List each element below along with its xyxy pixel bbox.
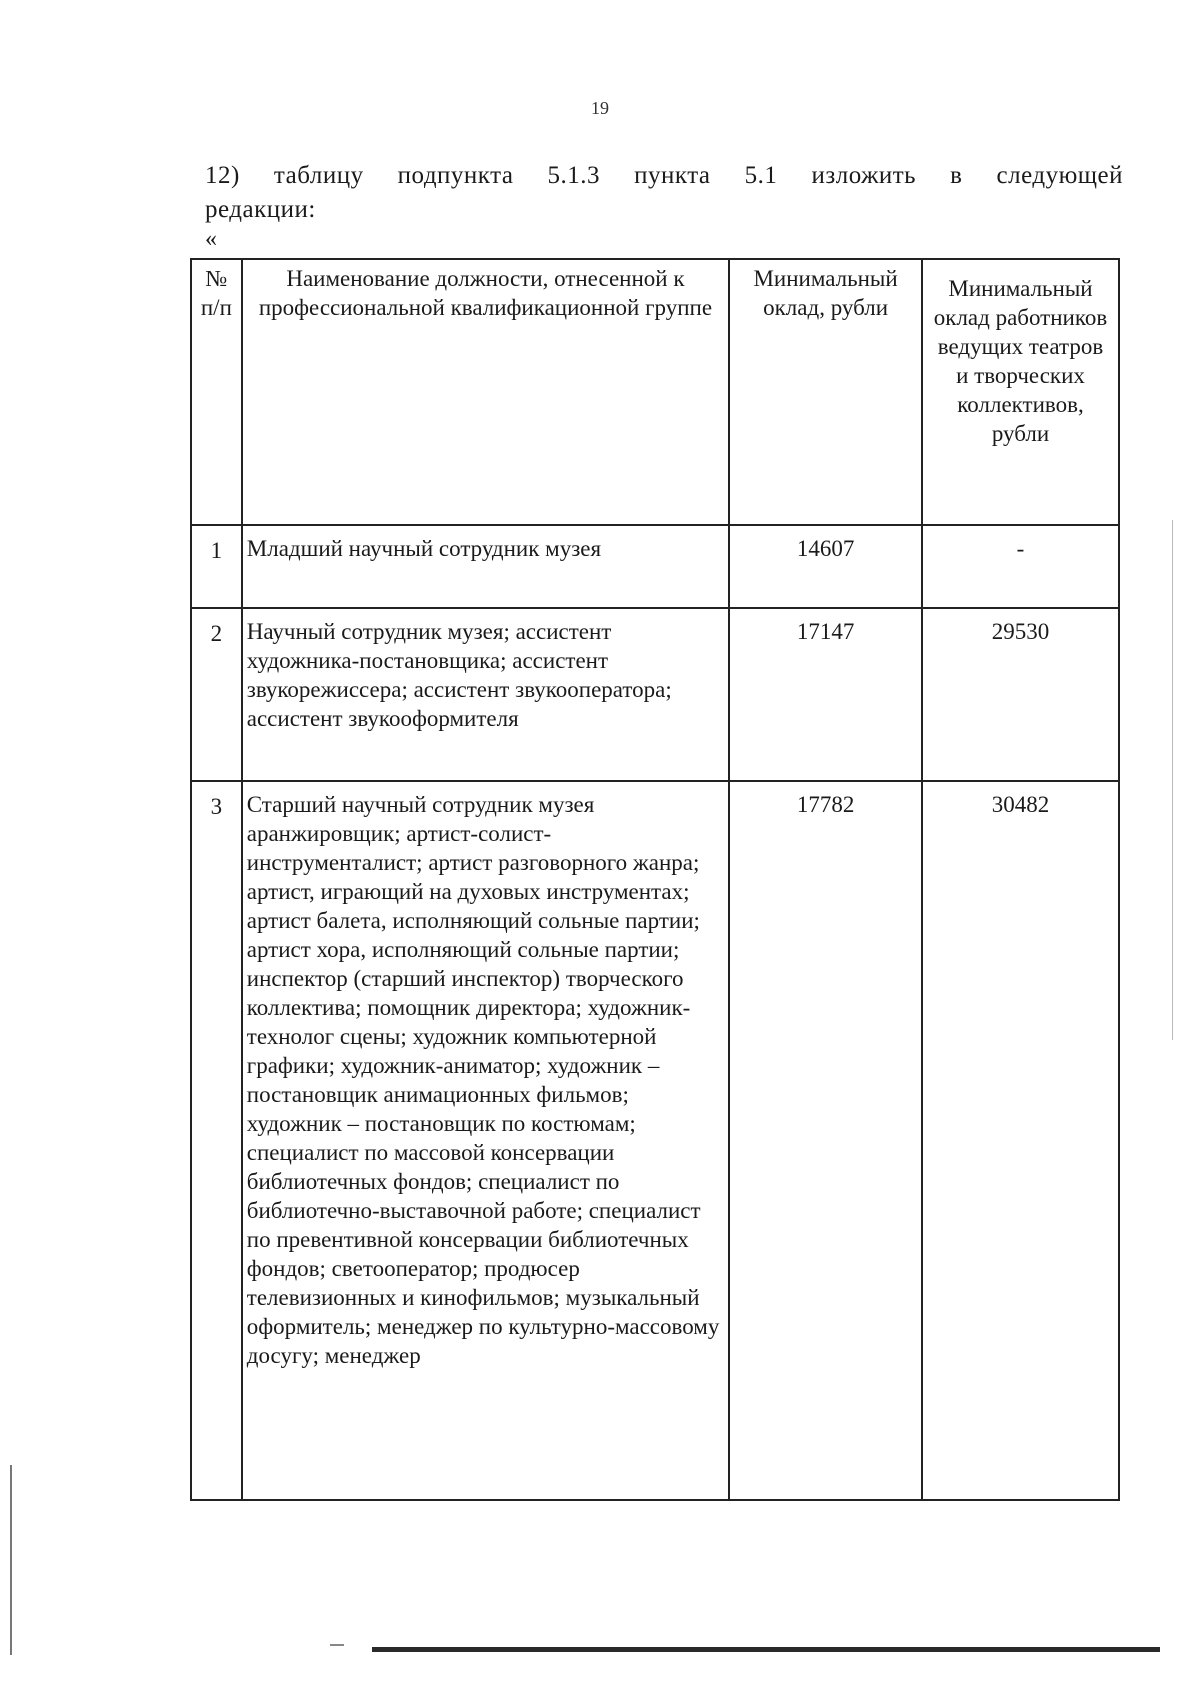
header-number: № п/п: [191, 259, 242, 525]
row-position-name: Младший научный сотрудник музея: [242, 525, 729, 608]
opening-quote: «: [205, 226, 217, 252]
salary-table: [190, 258, 1120, 1501]
intro-paragraph-line1: 12) таблицу подпункта 5.1.3 пункта 5.1 изложить в следующей: [205, 162, 1123, 189]
row-lead-min-salary: -: [922, 525, 1119, 608]
row-lead-min-salary: 30482: [922, 781, 1119, 1500]
intro-paragraph-line2: редакции:: [205, 196, 316, 223]
row-number: 2: [191, 608, 242, 781]
scan-edge-mark-left: [10, 1465, 12, 1655]
row-number: 3: [191, 781, 242, 1500]
row-number: 1: [191, 525, 242, 608]
row-min-salary: 17782: [729, 781, 922, 1500]
scan-bottom-rule: [372, 1647, 1160, 1652]
table-row: [191, 781, 1119, 1500]
header-min-salary: Минимальный оклад, рубли: [729, 259, 922, 525]
row-lead-min-salary: 29530: [922, 608, 1119, 781]
page-number: 19: [591, 98, 609, 118]
table-header-row: [191, 259, 1119, 525]
row-min-salary: 14607: [729, 525, 922, 608]
header-lead-min-salary: Минимальный оклад работников ведущих театров и творческих коллективов, рубли: [922, 259, 1119, 525]
header-position-name: Наименование должности, отнесенной к профессиональной квалификационной группе: [242, 259, 729, 525]
scan-tick-mark: [330, 1644, 344, 1646]
table-row: [191, 525, 1119, 608]
row-min-salary: 17147: [729, 608, 922, 781]
scan-edge-mark-right: [1172, 520, 1173, 1040]
table-row: [191, 608, 1119, 781]
row-position-name: Научный сотрудник музея; ассистент художника-постановщика; ассистент звукорежиссера; ассистент звукооператора; ассистент звукооформителя: [242, 608, 729, 781]
row-position-name: Старший научный сотрудник музея аранжировщик; артист-солист-инструменталист; артист разговорного жанра; артист, играющий на духовых инструментах; артист балета, исполняющий сольные партии; артист хора, исполняющий сольные партии; инспектор (старший инспектор) творческого коллектива; помощник директора; художник-технолог сцены; художник компьютерной графики; художник-аниматор; художник – постановщик анимационных фильмов; художник – постановщик по костюмам; специалист по массовой консервации библиотечных фондов; специалист по библиотечно-выставочной работе; специалист по превентивной консервации библиотечных фондов; светооператор; продюсер телевизионных и кинофильмов; музыкальный оформитель; менеджер по культурно-массовому досугу; менеджер: [242, 781, 729, 1500]
